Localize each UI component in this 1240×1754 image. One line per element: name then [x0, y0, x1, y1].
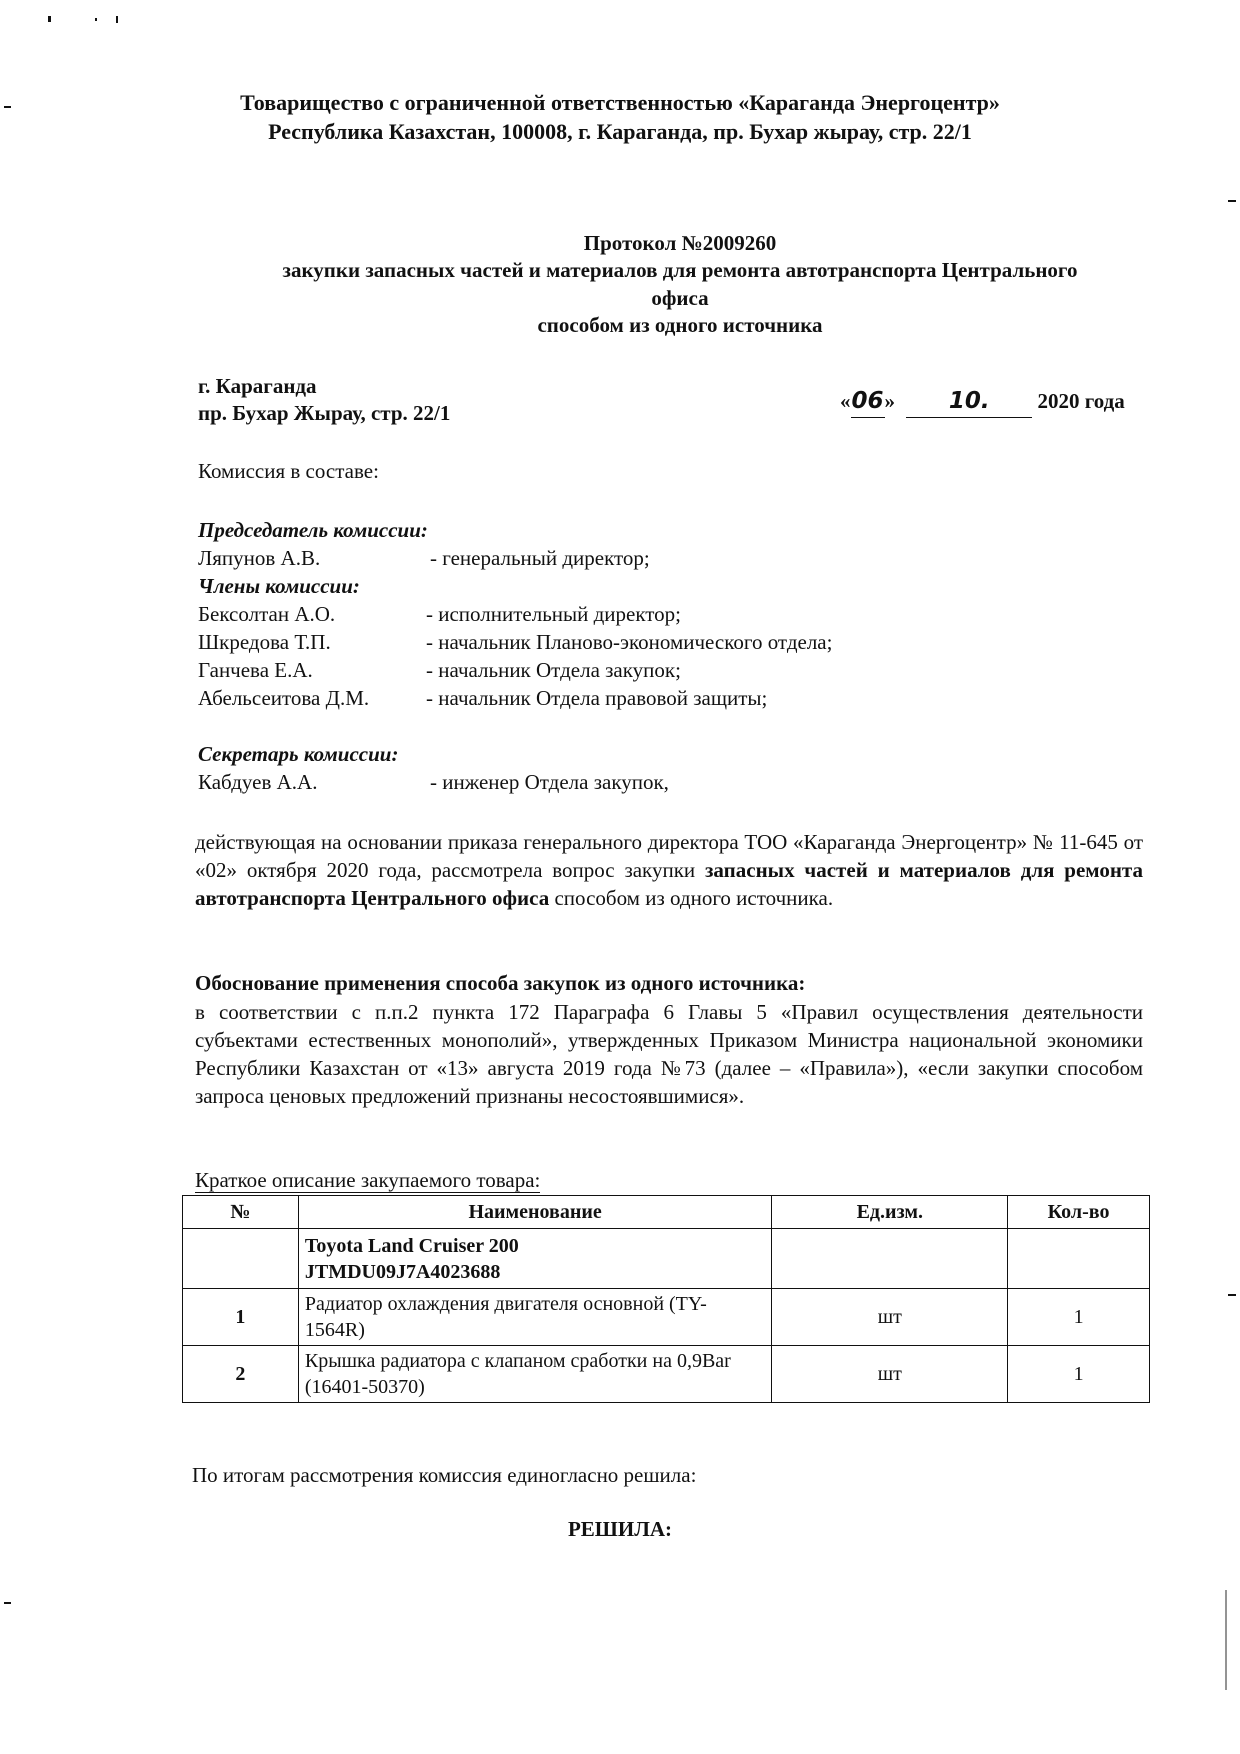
- city: г. Караганда: [198, 374, 317, 398]
- column-header-number: №: [183, 1196, 299, 1229]
- justification-heading: Обоснование применения способа закупок из одного источника:: [195, 971, 806, 995]
- column-header-quantity: Кол-во: [1008, 1196, 1150, 1229]
- member-name: Ганчева Е.А.: [198, 658, 313, 682]
- date-year: 2020 года: [1037, 389, 1125, 413]
- commission-intro: Комиссия в составе:: [198, 459, 379, 483]
- organization-name: Товарищество с ограниченной ответственностью «Караганда Энергоцентр»: [240, 90, 1000, 115]
- row-number: 1: [183, 1289, 299, 1346]
- place-block: [198, 373, 450, 428]
- protocol-subject: закупки запасных частей и материалов для ремонта автотранспорта Центрального: [282, 258, 1078, 283]
- scan-mark: [48, 16, 51, 22]
- member-row: [198, 684, 998, 712]
- vehicle-model: Toyota Land Cruiser 200: [304, 1234, 519, 1257]
- member-row: [198, 600, 998, 628]
- member-role: - инженер Отдела закупок,: [430, 770, 669, 794]
- table-caption: Краткое описание закупаемого товара:: [195, 1168, 541, 1192]
- vehicle-cell: [298, 1229, 772, 1289]
- decision-heading: РЕШИЛА:: [567, 1517, 673, 1541]
- member-name: Шкредова Т.П.: [198, 630, 331, 654]
- items-table: [182, 1195, 1150, 1403]
- organization-address: Республика Казахстан, 100008, г. Караганда, пр. Бухар жырау, стр. 22/1: [268, 118, 972, 144]
- procurement-subject: запасных частей и материалов для ремонта автотранспорта Центрального офиса: [195, 858, 1144, 910]
- scan-mark: [1225, 1590, 1227, 1690]
- member-name: Бексолтан А.О.: [198, 602, 336, 626]
- date-close-quote: »: [884, 389, 895, 413]
- paragraph-text-end: способом из одного источника.: [549, 886, 834, 910]
- scan-mark: [1228, 200, 1236, 202]
- table-cell: [183, 1229, 299, 1289]
- organization-header: [140, 89, 1100, 146]
- member-role: - начальник Отдела правовой защиты;: [426, 686, 768, 710]
- members-heading: Члены комиссии:: [198, 574, 360, 598]
- member-role: - исполнительный директор;: [426, 602, 682, 626]
- row-unit: шт: [772, 1346, 1008, 1403]
- column-header-name: Наименование: [298, 1196, 772, 1229]
- justification-text: в соответствии с п.п.2 пункта 172 Параграфа 6 Главы 5 «Правил осуществления деятельности субъектами естественных монополий», утвержденных Приказом Министра национальной экономики Республики Казахстан от «13» августа 2019 года №73 (далее – «Правила»), «если закупки способом запроса ценовых предложений признаны несостоявшимися».: [195, 1000, 1143, 1108]
- row-unit: шт: [772, 1289, 1008, 1346]
- document-date: [840, 387, 1125, 418]
- row-name: Крышка радиатора с клапаном сработки на 0,9Bar (16401-50370): [298, 1346, 772, 1403]
- table-row: [183, 1289, 1150, 1346]
- member-name: Кабдуев А.А.: [198, 770, 318, 794]
- table-cell: [1008, 1229, 1150, 1289]
- member-row: [198, 656, 998, 684]
- member-role: - начальник Отдела закупок;: [426, 658, 681, 682]
- secretary-row: [198, 768, 998, 796]
- scan-mark: [4, 1602, 11, 1604]
- protocol-title: [160, 230, 1200, 339]
- column-header-unit: Ед.изм.: [772, 1196, 1008, 1229]
- member-name: Абельсеитова Д.М.: [198, 686, 370, 710]
- row-quantity: 1: [1008, 1346, 1150, 1403]
- chair-row: [198, 544, 998, 572]
- protocol-number: Протокол №2009260: [583, 231, 777, 255]
- scan-mark: [4, 106, 11, 108]
- paragraph-text: действующая на основании приказа генерального директора ТОО «Караганда Энергоцентр» № 11-645 от «02» октября 2020 года, рассмотрела вопрос закупки: [195, 830, 1143, 882]
- table-row: [183, 1346, 1150, 1403]
- member-role: - генеральный директор;: [430, 546, 650, 570]
- commission-basis-paragraph: [195, 828, 1143, 912]
- member-role: - начальник Планово-экономического отдела;: [426, 630, 833, 654]
- member-name: Ляпунов А.В.: [198, 546, 321, 570]
- protocol-subject-cont: офиса: [651, 285, 709, 310]
- table-cell: [772, 1229, 1008, 1289]
- address: пр. Бухар Жырау, стр. 22/1: [198, 401, 451, 426]
- row-name: Радиатор охлаждения двигателя основной (TY-1564R): [298, 1289, 772, 1346]
- scan-mark: [95, 18, 97, 21]
- date-open-quote: «: [840, 389, 851, 413]
- row-number: 2: [183, 1346, 299, 1403]
- vehicle-vin: JTMDU09J7A4023688: [304, 1260, 501, 1283]
- decision-intro: По итогам рассмотрения комиссия единогласно решила:: [192, 1463, 697, 1487]
- date-day: 06: [851, 387, 885, 418]
- chair-heading: Председатель комиссии:: [198, 518, 428, 542]
- row-quantity: 1: [1008, 1289, 1150, 1346]
- table-header-row: [183, 1196, 1150, 1229]
- secretary-heading: Секретарь комиссии:: [198, 742, 399, 766]
- date-month: 10.: [906, 387, 1032, 418]
- commission-block: [198, 516, 998, 796]
- procurement-method: способом из одного источника: [537, 312, 823, 337]
- table-group-row: [183, 1229, 1150, 1289]
- member-row: [198, 628, 998, 656]
- scan-mark: [1228, 1294, 1236, 1296]
- scan-mark: [116, 16, 118, 23]
